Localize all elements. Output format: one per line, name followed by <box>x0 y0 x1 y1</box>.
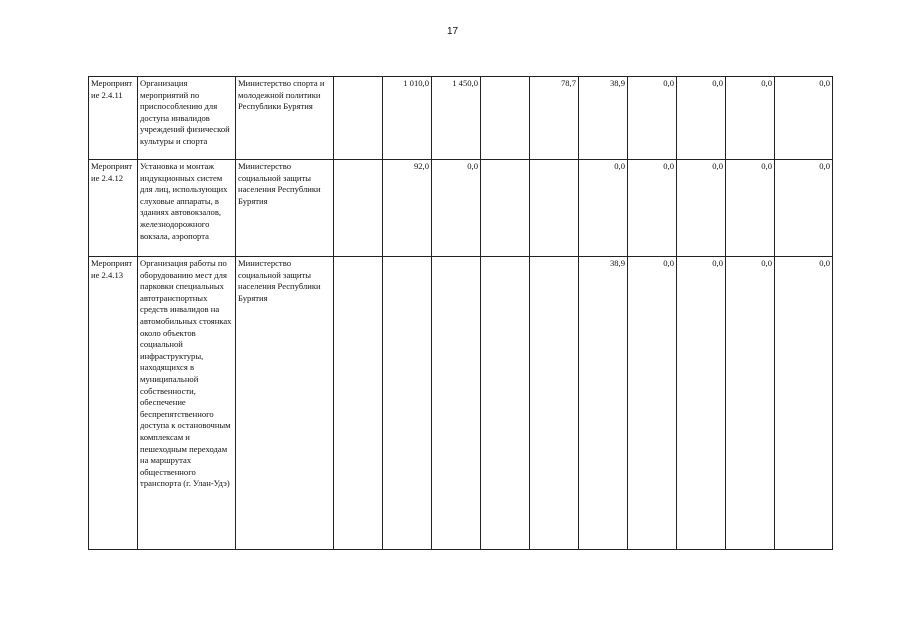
cell-col9: 38,9 <box>579 257 628 550</box>
cell-col8 <box>530 257 579 550</box>
cell-col10: 0,0 <box>628 257 677 550</box>
cell-col7 <box>481 77 530 160</box>
cell-col13: 0,0 <box>775 77 833 160</box>
measure-code: Мероприятие 2.4.12 <box>89 160 138 257</box>
measure-code: Мероприятие 2.4.13 <box>89 257 138 550</box>
cell-col6: 1 450,0 <box>432 77 481 160</box>
cell-col11: 0,0 <box>677 160 726 257</box>
measure-name: Организация работы по оборудованию мест для парковки специальных автотранспортных средств инвалидов на автомобильных стоянках около объектов социальной инфраструктуры, находящихся в муниципальной собственности, обеспечение беспрепятственного доступа к остановочным комплексам и пешеходным переходам на маршрутах общественного транспорта (г. Улан-Удэ) <box>138 257 236 550</box>
cell-col7 <box>481 160 530 257</box>
page-number: 17 <box>446 26 459 37</box>
cell-col12: 0,0 <box>726 77 775 160</box>
measure-executor: Министерство спорта и молодежной политики Республики Бурятия <box>236 77 334 160</box>
measure-name: Организация мероприятий по приспособлению для доступа инвалидов учреждений физической культуры и спорта <box>138 77 236 160</box>
table-row <box>89 77 833 160</box>
cell-col4 <box>334 77 383 160</box>
cell-col4 <box>334 257 383 550</box>
cell-col12: 0,0 <box>726 257 775 550</box>
cell-col8 <box>530 160 579 257</box>
cell-col10: 0,0 <box>628 160 677 257</box>
cell-col11: 0,0 <box>677 257 726 550</box>
cell-col10: 0,0 <box>628 77 677 160</box>
measure-code: Мероприятие 2.4.11 <box>89 77 138 160</box>
cell-col5 <box>383 257 432 550</box>
table-row <box>89 257 833 550</box>
cell-col8: 78,7 <box>530 77 579 160</box>
table-row <box>89 160 833 257</box>
cell-col9: 0,0 <box>579 160 628 257</box>
cell-col13: 0,0 <box>775 257 833 550</box>
measure-executor: Министерство социальной защиты населения Республики Бурятия <box>236 160 334 257</box>
cell-col7 <box>481 257 530 550</box>
program-measures-table <box>88 76 833 550</box>
cell-col5: 92,0 <box>383 160 432 257</box>
cell-col5: 1 010,0 <box>383 77 432 160</box>
cell-col11: 0,0 <box>677 77 726 160</box>
measure-executor: Министерство социальной защиты населения Республики Бурятия <box>236 257 334 550</box>
cell-col6: 0,0 <box>432 160 481 257</box>
measure-name: Установка и монтаж индукционных систем для лиц, использующих слуховые аппараты, в зданиях автовокзалов, железнодорожного вокзала, аэропорта <box>138 160 236 257</box>
cell-col4 <box>334 160 383 257</box>
cell-col9: 38,9 <box>579 77 628 160</box>
cell-col13: 0,0 <box>775 160 833 257</box>
cell-col6 <box>432 257 481 550</box>
cell-col12: 0,0 <box>726 160 775 257</box>
